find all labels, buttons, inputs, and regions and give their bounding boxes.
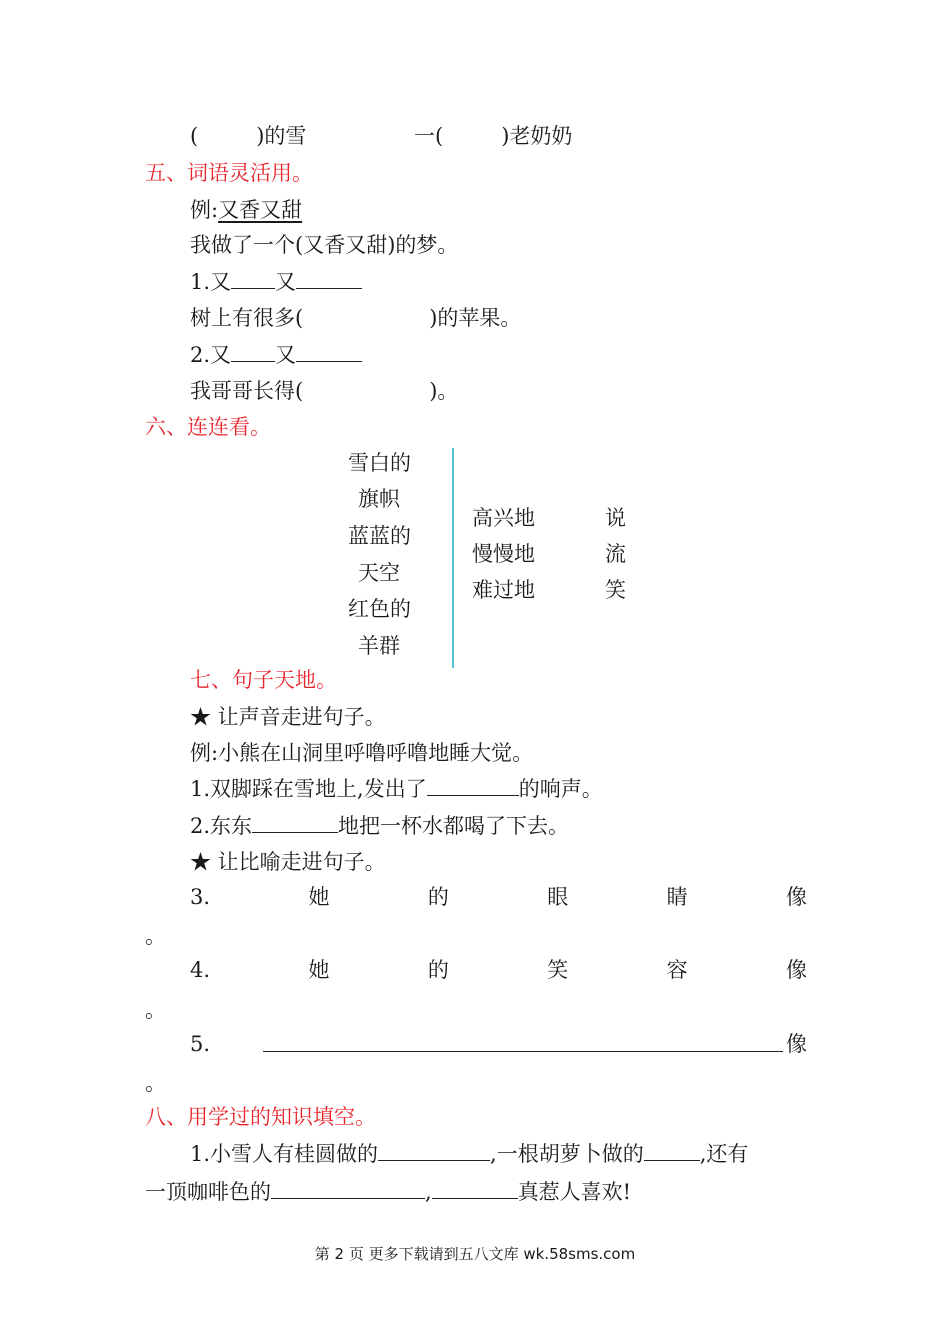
s7-q4-period: 。	[145, 998, 166, 1022]
s5-example-word: 又香又甜	[218, 198, 303, 222]
s7-q5-period: 。	[145, 1071, 166, 1095]
match-left-item: 羊群	[358, 634, 400, 658]
s5-q1: 1.又 又	[190, 268, 362, 296]
s7-q2: 2.东东 地把一杯水都喝了下去。	[190, 814, 570, 838]
s7-q5-end: 像	[786, 1032, 807, 1056]
match-left-item: 天空	[358, 561, 400, 585]
divider-line	[452, 448, 454, 668]
s7-example: 例:小熊在山洞里呼噜呼噜地睡大觉。	[190, 741, 534, 765]
s7-q4: 4. 她 的 笑 容 像	[190, 958, 807, 982]
s7-q5-blank	[263, 1051, 783, 1052]
s7-star-sound: ★ 让声音走进句子。	[190, 705, 386, 729]
s5-q2-sentence: 我哥哥长得( )。	[190, 379, 459, 403]
match-mid-item: 高兴地	[472, 506, 535, 530]
s5-q2: 2.又 又	[190, 341, 362, 369]
s8-line2: 一顶咖啡色的 , 真惹人喜欢!	[145, 1180, 632, 1204]
page-footer: 第 2 页 更多下载请到五八文库 wk.58sms.com	[314, 1245, 636, 1263]
match-right-item: 说	[605, 506, 626, 530]
section-6-title: 六、连连看。	[145, 415, 271, 439]
s4-left-item: ( )的雪	[190, 124, 307, 148]
match-left-item: 雪白的	[348, 451, 411, 475]
match-mid-item: 慢慢地	[472, 542, 535, 566]
s5-example-sentence: 我做了一个(又香又甜)的梦。	[190, 233, 459, 257]
s7-star-simile: ★ 让比喻走进句子。	[190, 850, 386, 874]
section-5-title: 五、词语灵活用。	[145, 161, 313, 185]
s5-q1-sentence: 树上有很多( )的苹果。	[190, 306, 522, 330]
match-left-item: 旗帜	[358, 487, 400, 511]
s4-right-item: 一( )老奶奶	[414, 124, 573, 148]
match-right-item: 笑	[605, 578, 626, 602]
section-8-title: 八、用学过的知识填空。	[145, 1105, 376, 1129]
s7-q3-period: 。	[145, 924, 166, 948]
match-left-item: 红色的	[348, 597, 411, 621]
match-mid-item: 难过地	[472, 578, 535, 602]
section-7-title: 七、句子天地。	[190, 668, 337, 692]
s5-example: 例:又香又甜	[190, 198, 303, 222]
match-right-item: 流	[605, 542, 626, 566]
s7-q3: 3. 她 的 眼 睛 像	[190, 885, 807, 909]
s7-q1: 1.双脚踩在雪地上,发出了 的响声。	[190, 777, 603, 801]
s8-line1: 1.小雪人有桂圆做的 ,一根胡萝卜做的 ,还有	[190, 1142, 749, 1166]
match-left-item: 蓝蓝的	[348, 524, 411, 548]
s7-q5-num: 5.	[190, 1032, 211, 1056]
